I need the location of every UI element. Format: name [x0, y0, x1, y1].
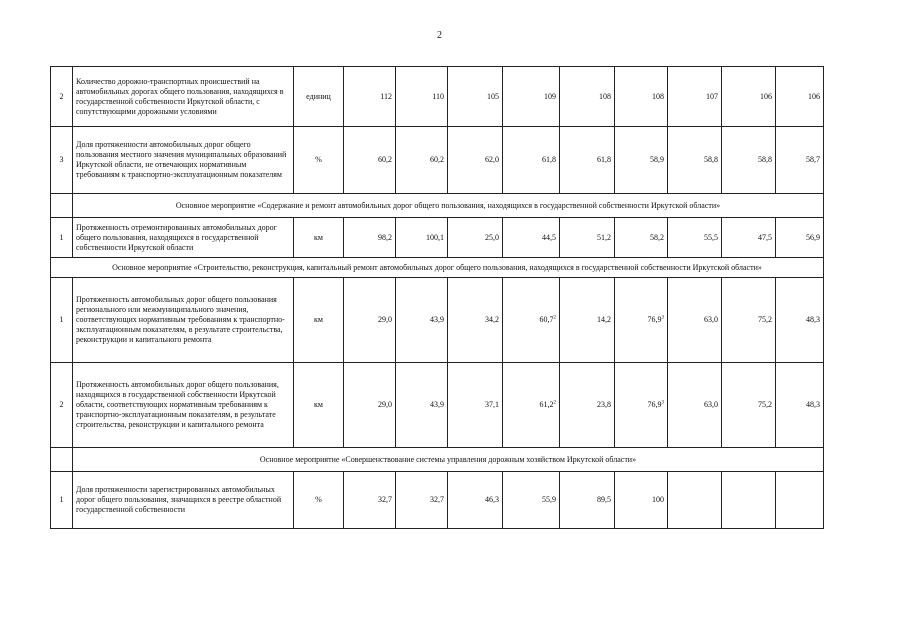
indicator-row: [51, 127, 824, 194]
value-cell: [560, 278, 615, 363]
value-cell: [560, 67, 615, 127]
value-cell: [503, 278, 560, 363]
value-cell: [722, 363, 776, 448]
value-cell: [776, 218, 824, 258]
value-cell: [776, 127, 824, 194]
value-cell: [396, 278, 448, 363]
footnote-mark: 3: [661, 400, 664, 406]
value-text: 112: [380, 91, 392, 101]
unit-cell: единиц: [294, 67, 344, 127]
value-cell: [503, 127, 560, 194]
value-cell: [615, 472, 668, 529]
value-text: 43,9: [430, 315, 444, 324]
value-text: 60,2: [430, 155, 444, 164]
value-cell: [722, 127, 776, 194]
value-text: 106: [760, 91, 772, 101]
row-number-cell: 1: [51, 278, 73, 363]
value-text: 105: [487, 91, 499, 101]
value-cell: [776, 67, 824, 127]
indicator-name-cell: Протяженность отремонтированных автомобильных дорог общего пользования, находящихся в государственной собственности Иркутской области: [73, 218, 294, 258]
value-cell: [344, 218, 396, 258]
unit-cell: км: [294, 278, 344, 363]
value-cell: [560, 218, 615, 258]
value-cell: [776, 363, 824, 448]
value-text: 76,9: [647, 315, 662, 324]
row-number-cell: 2: [51, 363, 73, 448]
value-cell: [615, 127, 668, 194]
value-cell: [722, 278, 776, 363]
value-text: 47,5: [758, 232, 772, 242]
value-text: 58,8: [758, 155, 772, 164]
value-text: 60,7: [539, 315, 554, 324]
value-text: 76,9: [647, 400, 662, 409]
row-number-cell: 2: [51, 67, 73, 127]
value-text: 75,2: [758, 315, 772, 324]
indicator-row: [51, 363, 824, 448]
value-cell: [776, 472, 824, 529]
indicator-name-cell: Доля протяженности зарегистрированных автомобильных дорог общего пользования, значащихся в реестре областной государственной собственности: [73, 472, 294, 529]
value-cell: [396, 472, 448, 529]
value-text: 63,0: [704, 315, 718, 324]
heading-spacer-cell: [51, 194, 73, 218]
value-text: 48,3: [806, 400, 820, 409]
value-cell: [344, 67, 396, 127]
value-text: 51,2: [597, 232, 611, 242]
value-text: 44,5: [542, 232, 556, 242]
indicator-name-cell: Протяженность автомобильных дорог общего пользования, находящихся в государственной собственности Иркутской области, соответствующих нормативным требованиям к транспортно-эксплуатационным показателям, в результате строительства, реконструкции и капитального ремонта: [73, 363, 294, 448]
value-cell: [668, 67, 722, 127]
section-heading: Основное мероприятие «Совершенствование системы управления дорожным хозяйством Иркутской области»: [73, 448, 824, 472]
section-heading-row: [51, 448, 824, 472]
value-cell: [448, 472, 503, 529]
footnote-mark: 2: [553, 315, 556, 321]
value-text: 61,8: [597, 155, 611, 164]
value-cell: [668, 127, 722, 194]
value-text: 98,2: [378, 232, 392, 242]
value-cell: [776, 278, 824, 363]
row-number-cell: 1: [51, 472, 73, 529]
value-text: 62,0: [485, 155, 499, 164]
value-text: 63,0: [704, 400, 718, 409]
value-text: 23,8: [597, 400, 611, 409]
section-heading: Основное мероприятие «Строительство, реконструкция, капитальный ремонт автомобильных дорог общего пользования, находящихся в государственной собственности Иркутской области»: [51, 258, 824, 278]
value-cell: [615, 278, 668, 363]
value-text: 46,3: [485, 495, 499, 504]
value-text: 110: [432, 91, 444, 101]
value-cell: [503, 218, 560, 258]
unit-cell: %: [294, 472, 344, 529]
value-text: 32,7: [430, 495, 444, 504]
value-cell: [396, 67, 448, 127]
value-cell: [448, 278, 503, 363]
value-text: 100,1: [426, 232, 444, 242]
page-number: 2: [437, 30, 442, 41]
value-cell: [722, 472, 776, 529]
indicator-name-cell: Количество дорожно-транспортных происшествий на автомобильных дорогах общего пользования, находящихся в государственной собственности Иркутской области, с сопутствующими дорожными условиями: [73, 67, 294, 127]
value-text: 61,8: [542, 155, 556, 164]
indicator-row: [51, 278, 824, 363]
value-text: 89,5: [597, 495, 611, 504]
value-text: 55,9: [542, 495, 556, 504]
value-text: 58,9: [650, 155, 664, 164]
value-cell: [396, 218, 448, 258]
value-text: 61,2: [539, 400, 554, 409]
value-cell: [668, 218, 722, 258]
value-text: 37,1: [485, 400, 499, 409]
section-heading-row: [51, 258, 824, 278]
indicator-row: [51, 218, 824, 258]
value-text: 108: [599, 91, 611, 101]
value-text: 29,0: [378, 400, 392, 409]
value-text: 55,5: [704, 232, 718, 242]
indicators-table: [50, 66, 824, 529]
value-text: 58,7: [806, 155, 820, 164]
heading-spacer-cell: [51, 448, 73, 472]
value-cell: [668, 472, 722, 529]
indicator-name-cell: Протяженность автомобильных дорог общего пользования регионального или межмуниципального значения, соответствующих нормативным требованиям к транспортно-эксплуатационным показателям, в результате строительства, реконструкции и капитального ремонта: [73, 278, 294, 363]
value-cell: [396, 363, 448, 448]
value-cell: [503, 67, 560, 127]
value-cell: [503, 472, 560, 529]
section-heading-row: [51, 194, 824, 218]
row-number-cell: 3: [51, 127, 73, 194]
value-text: 32,7: [378, 495, 392, 504]
value-cell: [396, 127, 448, 194]
indicator-row: [51, 67, 824, 127]
value-cell: [615, 67, 668, 127]
value-cell: [668, 278, 722, 363]
indicator-row: [51, 472, 824, 529]
value-text: 25,0: [485, 232, 499, 242]
value-text: 34,2: [485, 315, 499, 324]
value-text: 58,8: [704, 155, 718, 164]
value-cell: [560, 127, 615, 194]
value-cell: [560, 472, 615, 529]
value-cell: [668, 363, 722, 448]
value-cell: [344, 278, 396, 363]
value-cell: [722, 218, 776, 258]
value-text: 58,2: [650, 232, 664, 242]
value-cell: [448, 127, 503, 194]
value-text: 109: [544, 91, 556, 101]
value-text: 100: [652, 495, 664, 504]
value-cell: [448, 363, 503, 448]
value-text: 108: [652, 91, 664, 101]
value-cell: [344, 127, 396, 194]
value-cell: [448, 218, 503, 258]
value-text: 43,9: [430, 400, 444, 409]
value-cell: [503, 363, 560, 448]
unit-cell: км: [294, 363, 344, 448]
footnote-mark: 3: [661, 315, 664, 321]
indicator-name-cell: Доля протяженности автомобильных дорог общего пользования местного значения муниципальных образований Иркутской области, не отвечающих нормативным требованиям к транспортно-эксплуатационным показателям: [73, 127, 294, 194]
value-cell: [344, 472, 396, 529]
unit-cell: %: [294, 127, 344, 194]
unit-cell: км: [294, 218, 344, 258]
value-cell: [344, 363, 396, 448]
value-text: 29,0: [378, 315, 392, 324]
value-text: 14,2: [597, 315, 611, 324]
value-cell: [722, 67, 776, 127]
value-text: 56,9: [806, 232, 820, 242]
footnote-mark: 2: [553, 400, 556, 406]
value-text: 48,3: [806, 315, 820, 324]
value-text: 75,2: [758, 400, 772, 409]
row-number-cell: 1: [51, 218, 73, 258]
value-text: 107: [706, 91, 718, 101]
section-heading: Основное мероприятие «Содержание и ремонт автомобильных дорог общего пользования, находящихся в государственной собственности Иркутской области»: [73, 194, 824, 218]
value-cell: [615, 363, 668, 448]
value-cell: [560, 363, 615, 448]
value-cell: [615, 218, 668, 258]
value-cell: [448, 67, 503, 127]
value-text: 60,2: [378, 155, 392, 164]
value-text: 106: [808, 91, 820, 101]
